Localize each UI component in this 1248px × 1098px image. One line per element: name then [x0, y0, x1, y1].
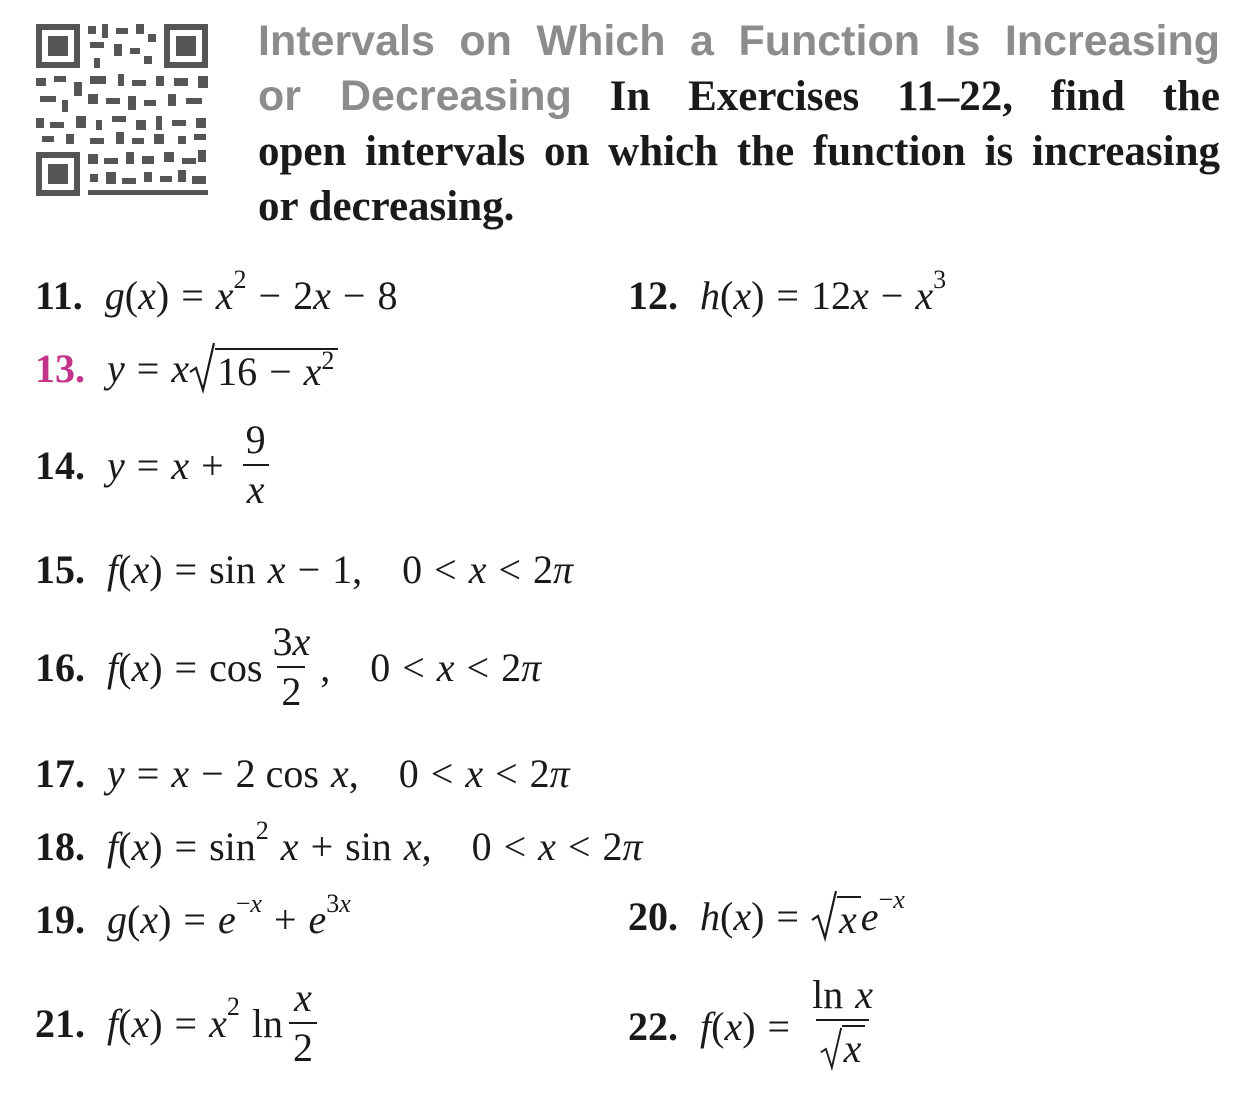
exercise-15 — [35, 546, 573, 593]
exercise-number: 13. — [35, 345, 85, 391]
exercise-number: 16. — [35, 644, 85, 690]
exercise-expression: f ( x ) = cos $\frac{3x}{2}$ , 0 < x < 2 π — [107, 619, 542, 714]
fraction: $\frac{\text{ln x}}{x}$ — [808, 975, 877, 1078]
heading-instructions-part1: In Exercises 11–22, find the — [609, 73, 1220, 120]
radical: x — [820, 1025, 866, 1071]
exercise-expression: f ( x ) = sin $^2$ x + sin x , 0 < x < 2 π — [107, 815, 643, 869]
heading-instructions-line4: or decreasing. — [258, 183, 515, 230]
exercise-number: 17. — [35, 751, 85, 796]
exercise-number: 21. — [35, 1000, 85, 1046]
exercise-19 — [35, 888, 351, 943]
exercise-number: 14. — [35, 442, 85, 488]
fraction: $\frac{9}{x}$ — [242, 420, 270, 510]
fraction: $\frac{3x}{2}$ — [272, 619, 311, 714]
fraction: $\frac{x}{2}$ — [289, 978, 317, 1068]
heading-line2 — [258, 69, 1220, 124]
exercise-number: 22. — [628, 1004, 678, 1049]
exercise-number: 18. — [35, 824, 85, 869]
exercise-21 — [35, 975, 323, 1070]
heading-topic-line1: Intervals on Which a Function Is Increasing — [258, 17, 1220, 65]
exercise-expression: h ( x ) = 12 x − x $^3$ — [700, 264, 947, 318]
exercise-16 — [35, 619, 542, 714]
exercise-expression: y = x $16 - x^2$ — [107, 342, 338, 394]
radical: $16 - x^2$ — [189, 342, 338, 394]
exercise-expression: f ( x ) = $\frac{\text{ln x}}{x}$ — [700, 975, 883, 1078]
exercise-13 — [35, 342, 338, 394]
exercise-number: 15. — [35, 547, 85, 592]
radical: x — [811, 890, 861, 942]
exercise-22 — [628, 972, 883, 1078]
exercise-11 — [35, 264, 398, 319]
exercise-18 — [35, 815, 643, 870]
exercise-number: 11. — [35, 273, 83, 318]
heading-topic-line2: or Decreasing — [258, 72, 572, 120]
exercise-number: 12. — [628, 273, 678, 318]
exercise-14 — [35, 417, 276, 512]
exercise-expression: y = x + $\frac{9}{x}$ — [107, 420, 276, 510]
exercise-expression: f ( x ) = x $^2$ ln $\frac{x}{2}$ — [107, 978, 323, 1068]
exercise-expression: y = x − 2 cos x , 0 < x < 2 π — [107, 751, 570, 796]
qr-code-icon — [32, 20, 212, 200]
exercise-expression: f ( x ) = sin x − 1, 0 < x < 2 π — [107, 547, 574, 592]
heading-instructions-line3: open intervals on which the function is increasing — [258, 128, 1220, 175]
section-heading — [258, 14, 1220, 234]
exercise-20 — [628, 885, 905, 942]
exercise-12 — [628, 264, 947, 319]
exercise-number: 20. — [628, 893, 678, 939]
exercise-expression: h ( x ) = x e $^{-x}$ — [700, 885, 905, 942]
exercise-expression: g ( x ) = x $^2$ − 2 x − 8 — [104, 264, 398, 318]
exercise-17 — [35, 750, 570, 797]
exercise-expression: g ( x ) = e $^{-x}$ + e $^{3x}$ — [107, 888, 351, 942]
exercise-number: 19. — [35, 897, 85, 942]
